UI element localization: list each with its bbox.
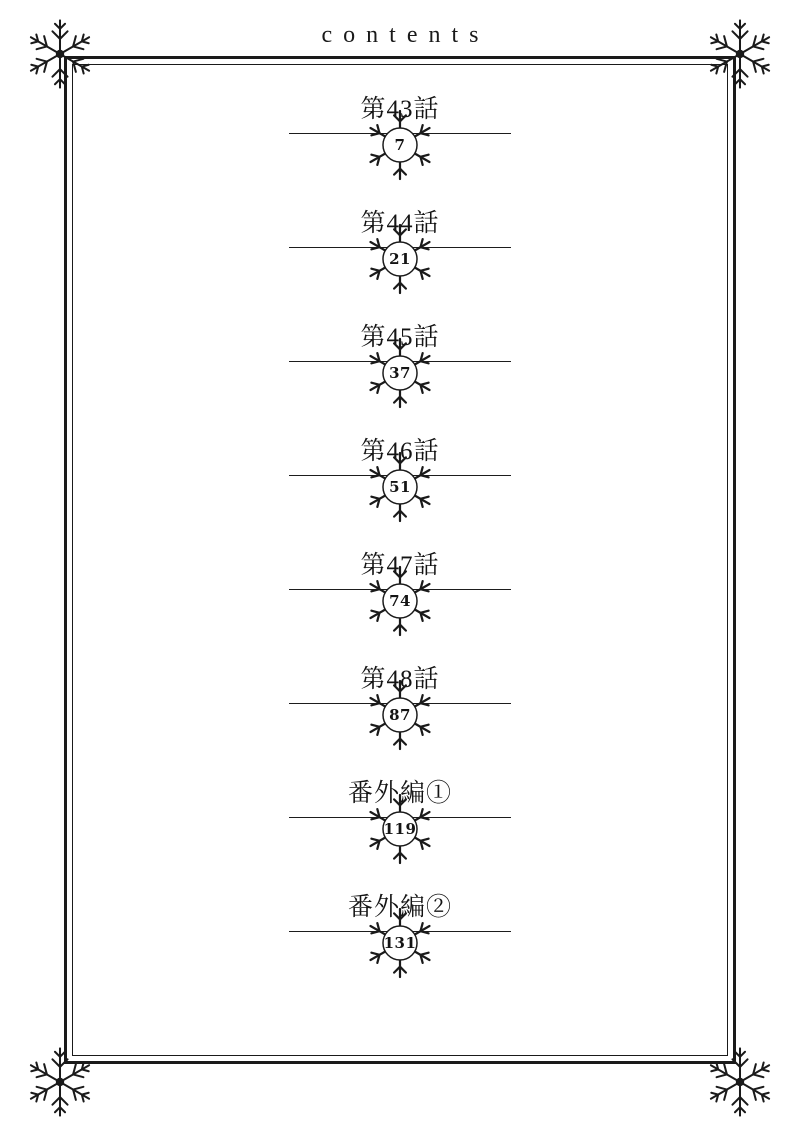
page-number-badge: [363, 108, 437, 182]
list-item[interactable]: [64, 96, 736, 210]
page-number: 21: [389, 249, 411, 268]
page-number: 131: [383, 933, 417, 952]
entry-title: 番外編②: [347, 894, 452, 921]
list-item[interactable]: [64, 552, 736, 666]
entry-title: 第43話: [360, 96, 440, 123]
list-item[interactable]: [64, 894, 736, 1008]
page-number: 74: [389, 591, 411, 610]
entry-title: 番外編①: [347, 780, 452, 807]
entry-title: 第45話: [360, 324, 440, 351]
page-title: contents: [321, 22, 490, 48]
entry-title: 第47話: [360, 552, 440, 579]
page-number-badge: [363, 564, 437, 638]
entry-title: 第46話: [360, 438, 440, 465]
page-number-badge: [363, 678, 437, 752]
page-number-badge: [363, 906, 437, 980]
page-number: 87: [389, 705, 411, 724]
page-number: 51: [389, 477, 411, 496]
entry-title: 第48話: [360, 666, 440, 693]
list-item[interactable]: [64, 780, 736, 894]
list-item[interactable]: [64, 324, 736, 438]
list-item[interactable]: [64, 666, 736, 780]
entry-title: 第44話: [360, 210, 440, 237]
page-number-badge: [363, 336, 437, 410]
page-number-badge: [363, 450, 437, 524]
page-number-badge: [363, 792, 437, 866]
list-item[interactable]: [64, 438, 736, 552]
page-number: 119: [383, 819, 417, 838]
list-item[interactable]: [64, 210, 736, 324]
page-number: 7: [394, 135, 406, 154]
table-of-contents: [64, 96, 736, 1008]
page-number-badge: [363, 222, 437, 296]
page-number: 37: [389, 363, 411, 382]
